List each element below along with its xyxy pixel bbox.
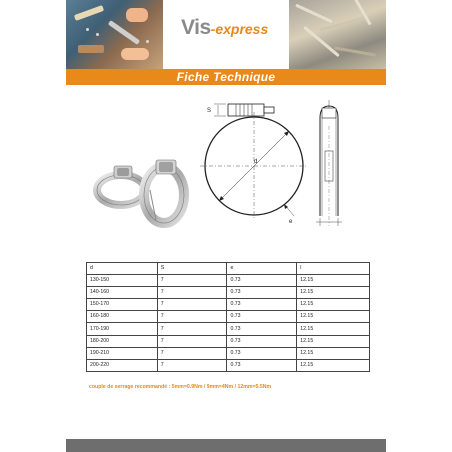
table-cell: 0.73 bbox=[227, 275, 297, 287]
banner-title: Fiche Technique bbox=[176, 70, 276, 84]
table-cell: 0.73 bbox=[227, 287, 297, 299]
table-cell: 200-220 bbox=[87, 359, 158, 371]
table-row bbox=[87, 347, 370, 359]
header-cell: l bbox=[297, 263, 370, 275]
table-cell: 12.15 bbox=[297, 335, 370, 347]
label-d: d bbox=[254, 159, 258, 165]
table-cell: 0.73 bbox=[227, 335, 297, 347]
table-cell: 7 bbox=[157, 311, 227, 323]
table-row bbox=[87, 299, 370, 311]
table-cell: 7 bbox=[157, 323, 227, 335]
table-cell: 12.15 bbox=[297, 347, 370, 359]
table-cell: 7 bbox=[157, 347, 227, 359]
table-cell: 130-150 bbox=[87, 275, 158, 287]
table-cell: 7 bbox=[157, 275, 227, 287]
label-e: e bbox=[289, 219, 293, 225]
table-cell: 7 bbox=[157, 287, 227, 299]
table-cell: 0.73 bbox=[227, 347, 297, 359]
table-row bbox=[87, 311, 370, 323]
tools-photo bbox=[66, 0, 163, 69]
brand-secondary: -express bbox=[210, 21, 269, 37]
header-cell: e bbox=[227, 263, 297, 275]
table-cell: 12.15 bbox=[297, 299, 370, 311]
table-cell: 12.15 bbox=[297, 275, 370, 287]
table-cell: 12.15 bbox=[297, 323, 370, 335]
table-row bbox=[87, 335, 370, 347]
label-s: S bbox=[207, 108, 212, 114]
title-banner bbox=[66, 69, 386, 85]
table-row bbox=[87, 323, 370, 335]
table-header-row bbox=[87, 263, 370, 275]
table-cell: 7 bbox=[157, 359, 227, 371]
table-cell: 12.15 bbox=[297, 359, 370, 371]
table-cell: 160-180 bbox=[87, 311, 158, 323]
table-cell: 0.73 bbox=[227, 323, 297, 335]
torque-note: couple de serrage recommandé : 5mm=0.9Nm / 9mm=4Nm / 12mm=5.5Nm bbox=[89, 384, 272, 390]
table-cell: 12.15 bbox=[297, 311, 370, 323]
spec-table bbox=[86, 262, 370, 372]
table-cell: 12.15 bbox=[297, 287, 370, 299]
hose-clamp-photo bbox=[86, 150, 204, 236]
table-cell: 0.73 bbox=[227, 299, 297, 311]
footer-bar bbox=[66, 439, 386, 452]
table-cell: 170-190 bbox=[87, 323, 158, 335]
brand-logo bbox=[181, 16, 281, 46]
table-cell: 0.73 bbox=[227, 359, 297, 371]
table-cell: 7 bbox=[157, 335, 227, 347]
table-cell: 180-200 bbox=[87, 335, 158, 347]
table-cell: 0.73 bbox=[227, 311, 297, 323]
header-cell: d bbox=[87, 263, 158, 275]
table-row bbox=[87, 359, 370, 371]
technical-diagram bbox=[196, 96, 358, 242]
table-cell: 150-170 bbox=[87, 299, 158, 311]
table-row bbox=[87, 287, 370, 299]
screws-photo bbox=[289, 0, 386, 69]
table-cell: 7 bbox=[157, 299, 227, 311]
table-cell: 140-160 bbox=[87, 287, 158, 299]
header-cell: S bbox=[157, 263, 227, 275]
header bbox=[66, 0, 386, 69]
table-row bbox=[87, 275, 370, 287]
brand-primary: Vis bbox=[181, 16, 211, 39]
table-cell: 190-210 bbox=[87, 347, 158, 359]
